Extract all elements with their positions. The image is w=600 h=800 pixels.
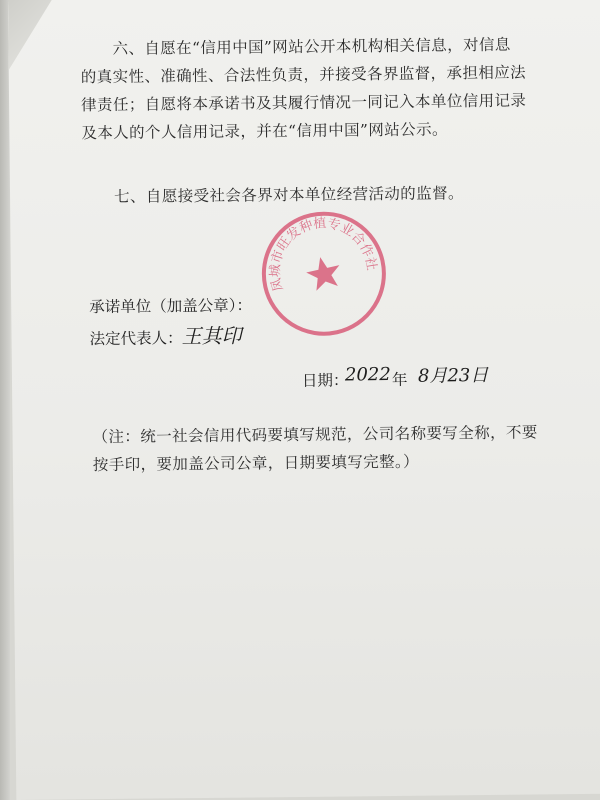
paragraph-six-line: 及本人的个人信用记录，并在“信用中国”网站公示。: [81, 120, 448, 143]
document-page: [8, 0, 600, 800]
note-line: （注：统一社会信用代码要填写规范，公司名称要写全称，不要: [92, 423, 538, 447]
seal-star-icon: [304, 253, 344, 292]
company-seal: [246, 196, 401, 351]
paragraph-seven: [82, 179, 510, 211]
legal-representative-label: 法定代表人：: [89, 329, 183, 349]
date-label: 日期：: [301, 371, 349, 390]
paragraph-six-line: 六、自愿在“信用中国”网站公开本机构相关信息，对信息: [112, 35, 511, 58]
paragraph-seven-line: 七、自愿接受社会各界对本单位经营活动的监督。: [113, 184, 464, 206]
date-month-day: 8月23日: [417, 364, 489, 387]
paragraph-six-line: 律责任；自愿将本承诺书及其履行情况一同记入本单位信用记录: [81, 91, 527, 115]
year-character: 年: [391, 370, 408, 389]
paragraph-six-line: 的真实性、准确性、合法性负责，并接受各界监督，承担相应法: [80, 63, 527, 87]
seal-text: 凤城市旺发种植专业合作社: [268, 216, 379, 293]
paragraph-six: [80, 31, 527, 147]
committed-unit-label: 承诺单位（加盖公章）：: [89, 296, 253, 317]
note-line: 按手印，要加盖公司公章，日期要填写完整。）: [92, 452, 420, 475]
representative-signature: 王其印: [181, 323, 242, 349]
date-year-handwritten: 2022: [344, 364, 391, 386]
note-paragraph: [92, 419, 538, 479]
folded-corner: [8, 0, 53, 70]
